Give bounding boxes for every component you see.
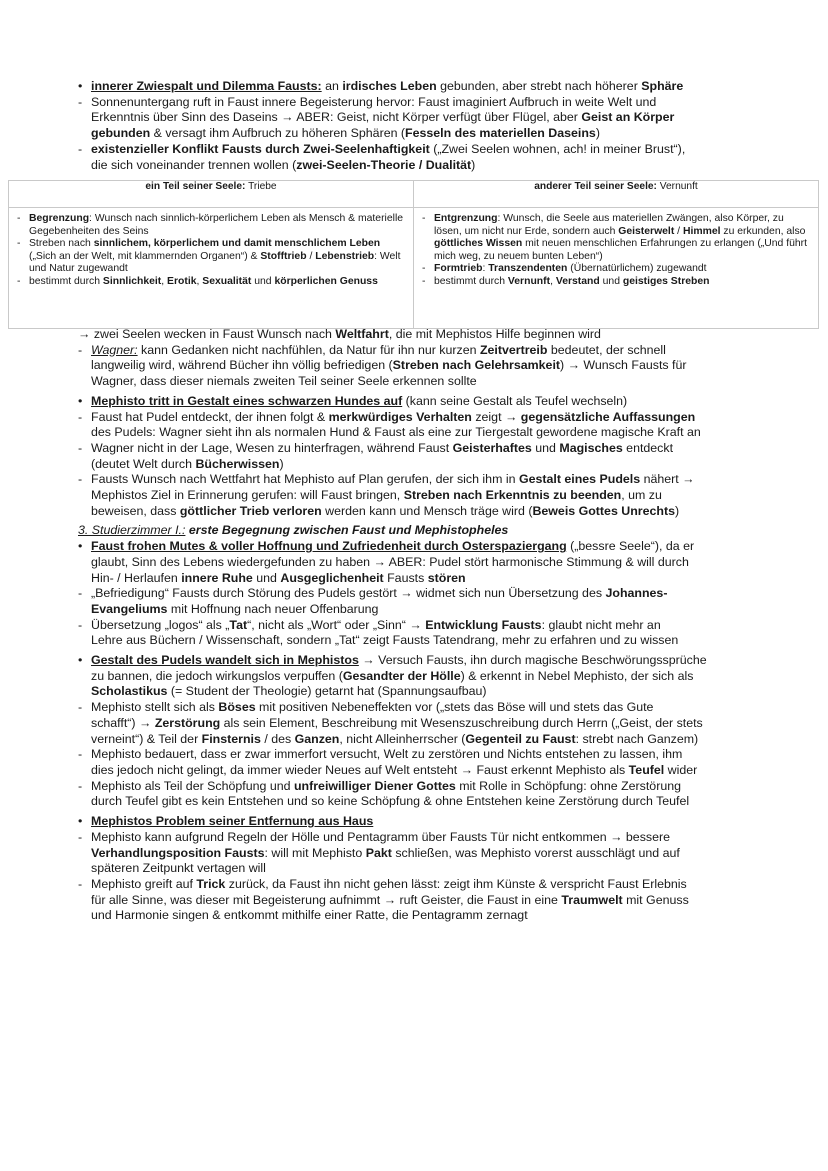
dash-item: - Faust hat Pudel entdeckt, der ihnen folgt & merkwürdiges Verhalten zeigt → gegensätzliche Auffassungen des Pudels: Wagner sieht ihn als normalen Hund & Faust als eine zur Tiergestalt gewordene magische Kraft an	[78, 409, 701, 440]
dash-marker: -	[78, 141, 83, 156]
dash-item: - Sonnenuntergang ruft in Faust innere Begeisterung hervor: Faust imaginiert Aufbruch in weite Welt und Erkenntnis über Sinn des Daseins → ABER: Geist, nicht Körper verfügt über Flügel, aber Geist an Körper gebunden & versagt ihm Aufbruch zu höheren Sphären (Fesseln des materiellen Daseins)	[78, 94, 675, 141]
dash-item: - Fausts Wunsch nach Wettfahrt hat Mephisto auf Plan gerufen, der sich ihm in Gestalt eines Pudels nähert → Mephistos Ziel in Erinnerung gerufen: will Faust bringen, Streben nach Erkenntnis zu beenden, um zu beweisen, dass göttlicher Trieb verloren werden kann und Mensch träge wird (Beweis Gottes Unrechts)	[78, 472, 695, 518]
table-cell-vernunft	[414, 208, 819, 329]
list-item: - Streben nach sinnlichem, körperlichem und damit menschlichem Leben („Sich an der Welt, mit klammernden Organen“) & Stofftrieb / Lebenstrieb: Welt und Natur zugewandt	[17, 238, 401, 275]
list-item: - Begrenzung: Wunsch nach sinnlich-körperlichem Leben als Mensch & materielle Gegebenheiten des Seins	[17, 213, 404, 237]
bullet-heading: • innerer Zwiespalt und Dilemma Fausts: an irdisches Leben gebunden, aber strebt nach höherer Sphäre	[78, 79, 684, 93]
arrow-line: → zwei Seelen wecken in Faust Wunsch nach Weltfahrt, die mit Mephistos Hilfe beginnen wird	[78, 327, 601, 341]
list-item: - Entgrenzung: Wunsch, die Seele aus materiellen Zwängen, also Körper, zu lösen, um nicht nur Erde, sondern auch Geisterwelt / Himmel zu erkunden, also göttliches Wissen mit neuen menschlichen Erfahrungen zu erlangen („Und führt mich weg, zu neuem bunten Leben“)	[422, 213, 807, 262]
section-title-studierzimmer: 3. Studierzimmer I.: erste Begegnung zwischen Faust und Mephistopheles	[78, 523, 509, 538]
main-notes	[76, 327, 821, 924]
list-item: - Formtrieb: Transzendenten (Übernatürlichem) zugewandt	[422, 263, 707, 275]
list-item: - bestimmt durch Sinnlichkeit, Erotik, Sexualität und körperlichen Genuss	[17, 275, 378, 287]
dash-item: - Mephisto greift auf Trick zurück, da Faust ihn nicht gehen lässt: zeigt ihm Künste & verspricht Faust Erlebnis für alle Sinne, was dieser mit Begeisterung aufnimmt → ruft Geister, die Faust in eine Traumwelt mit Genuss und Harmonie singen & entkommt mithilfe einer Ratte, die Pentagramm zernagt	[78, 876, 689, 923]
dash-item: - Wagner nicht in der Lage, Wesen zu hinterfragen, während Faust Geisterhaftes und Magisches entdeckt (deutet Welt durch Bücherwissen)	[78, 440, 674, 471]
bullet-heading-entfernung: • Mephistos Problem seiner Entfernung aus Haus	[78, 814, 374, 829]
dash-item: - „Befriedigung“ Fausts durch Störung des Pudels gestört → widmet sich nun Übersetzung des Johannes- Evangeliums mit Hoffnung nach neuer Offenbarung	[78, 586, 668, 616]
bullet-heading-mephisto-dog: • Mephisto tritt in Gestalt eines schwarzen Hundes auf (kann seine Gestalt als Teufel wechseln)	[78, 393, 628, 408]
table-cell-triebe	[9, 208, 414, 329]
dash-item: - existenzieller Konflikt Fausts durch Zwei-Seelenhaftigkeit („Zwei Seelen wohnen, ach! in meiner Brust“), die sich voneinander trennen wollen (zwei-Seelen-Theorie / Dualität)	[78, 141, 686, 172]
dash-item: - Übersetzung „logos“ als „Tat“, nicht als „Wort“ oder „Sinn“ → Entwicklung Fausts: glaubt nicht mehr an Lehre aus Büchern / Wissenschaft, sondern „Tat“ zeigt Fausts Tatendrang, mehr zu erfahren und zu wissen	[78, 617, 679, 648]
list-item: - bestimmt durch Vernunft, Verstand und geistiges Streben	[422, 275, 710, 287]
dash-item-wagner: - Wagner: kann Gedanken nicht nachfühlen, da Natur für ihn nur kurzen Zeitvertreib bedeutet, der schnell langweilig wird, während Bücher ihn völlig befriedigen (Streben nach Gelehrsamkeit) → Wunsch Fausts für Wagner, dass dieser niemals zweiten Teil seiner Seele erkennen sollte	[78, 342, 687, 389]
table-header-row	[9, 181, 819, 208]
bullet-marker: •	[78, 79, 83, 93]
soul-comparison-table	[8, 180, 819, 329]
dash-marker: -	[78, 94, 83, 109]
dash-item: - Mephisto als Teil der Schöpfung und unfreiwilliger Diener Gottes mit Rolle in Schöpfung: ohne Zerstörung durch Teufel gibt es kein Entstehen und so keine Schöpfung & ohne Entstehen keine Zerstörung durch Teufel	[78, 778, 690, 809]
table-header-cell: ein Teil seiner Seele: Triebe	[9, 181, 414, 208]
bullet-heading-pudel-transformation: • Gestalt des Pudels wandelt sich in Mephistos → Versuch Fausts, ihn durch magische Beschwörungssprüche zu bannen, die jedoch wirkungslos verpuffen (Gesandter der Hölle) & erkennt in Nebel Mephisto, der sich als Scholastikus (= Student der Theologie) getarnt hat (Spannungsaufbau)	[78, 653, 707, 699]
bullet-heading-osterspaziergang: • Faust frohen Mutes & voller Hoffnung und Zufriedenheit durch Osterspaziergang („bessre Seele“), da er glaubt, Sinn des Lebens wiedergefunden zu haben → ABER: Pudel stört harmonische Stimmung & will durch Hin- / Herlaufen innere Ruhe und Ausgeglichenheit Fausts stören	[78, 539, 695, 585]
table-header-cell: anderer Teil seiner Seele: Vernunft	[414, 181, 819, 208]
section-inner-conflict	[76, 79, 816, 173]
table-row	[9, 208, 819, 329]
dash-item: - Mephisto stellt sich als Böses mit positiven Nebeneffekten vor („stets das Böse will und stets das Gute schafft“) → Zerstörung als sein Element, Beschreibung mit Wesenszuschreibung durch Herrn („Geist, der stets verneint“) & Teil der Finsternis / des Ganzen, nicht Alleinherrscher (Gegenteil zu Faust: strebt nach Ganzem)	[78, 700, 703, 746]
dash-item: - Mephisto bedauert, dass er zwar immerfort versucht, Welt zu zerstören und Nichts entstehen zu lassen, ihm dies jedoch nicht gelingt, da immer wieder Neues auf Welt entsteht → Faust erkennt Mephisto als Teufel wider	[78, 747, 698, 777]
dash-item: - Mephisto kann aufgrund Regeln der Hölle und Pentagramm über Fausts Tür nicht entkommen → bessere Verhandlungsposition Fausts: will mit Mephisto Pakt schließen, was Mephisto vorerst ausschlägt und auf späteren Zeitpunkt vertagen will	[78, 829, 680, 876]
